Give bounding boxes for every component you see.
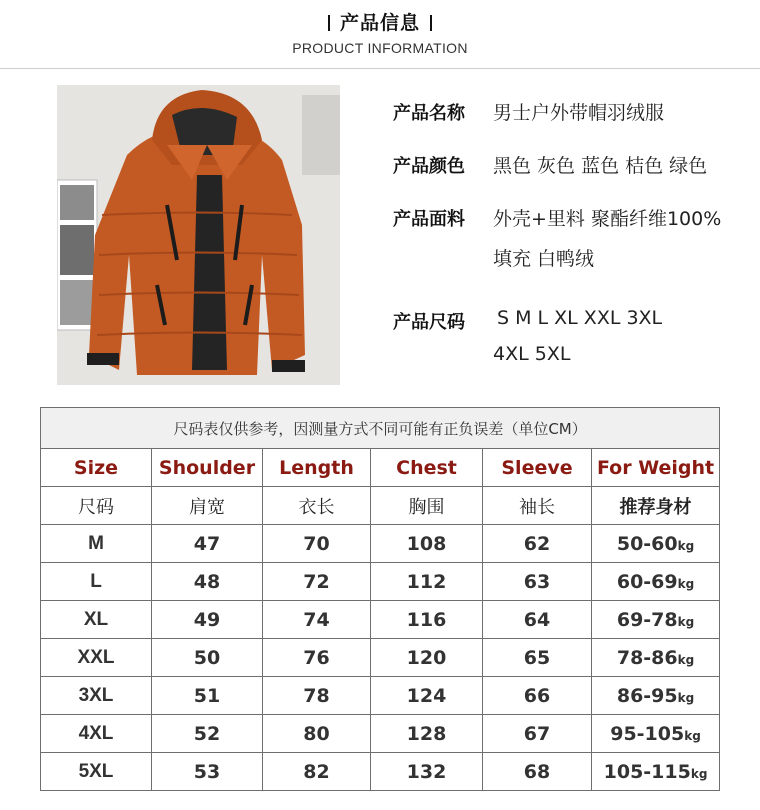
cell-size: XXL <box>41 639 152 677</box>
table-row <box>41 563 720 601</box>
cell-sleeve: 66 <box>483 677 592 715</box>
cell-size: 3XL <box>41 677 152 715</box>
cell-weight <box>592 563 720 601</box>
weight-unit: kg <box>677 652 695 667</box>
weight-range: 78-86 <box>616 646 678 669</box>
cell-weight <box>592 715 720 753</box>
product-name-value: 男士户外带帽羽绒服 <box>493 102 665 124</box>
cell-length: 82 <box>263 753 371 791</box>
cell-shoulder: 50 <box>152 639 263 677</box>
cell-length: 80 <box>263 715 371 753</box>
cell-size: 4XL <box>41 715 152 753</box>
cell-size: L <box>41 563 152 601</box>
table-row <box>41 715 720 753</box>
cell-shoulder: 53 <box>152 753 263 791</box>
weight-range: 60-69 <box>616 570 678 593</box>
cell-shoulder: 52 <box>152 715 263 753</box>
cell-length: 70 <box>263 525 371 563</box>
title-left-bar <box>328 15 330 31</box>
cell-chest: 128 <box>371 715 483 753</box>
header-chest-en: Chest <box>371 449 483 487</box>
cell-chest: 120 <box>371 639 483 677</box>
title-right-bar <box>430 15 432 31</box>
header-chest-cn: 胸围 <box>371 487 483 525</box>
weight-range: 69-78 <box>616 608 678 631</box>
product-name-label: 产品名称 <box>393 103 465 124</box>
size-table <box>40 407 720 791</box>
cell-shoulder: 51 <box>152 677 263 715</box>
section-title <box>0 8 760 35</box>
cell-size: XL <box>41 601 152 639</box>
product-material-label: 产品面料 <box>393 209 465 230</box>
header-sleeve-en: Sleeve <box>483 449 592 487</box>
cell-chest: 108 <box>371 525 483 563</box>
weight-range: 50-60 <box>616 532 678 555</box>
cell-sleeve: 68 <box>483 753 592 791</box>
table-row <box>41 601 720 639</box>
product-size-label: 产品尺码 <box>393 312 465 333</box>
section-subtitle: PRODUCT INFORMATION <box>292 40 468 56</box>
cell-length: 74 <box>263 601 371 639</box>
cell-size: M <box>41 525 152 563</box>
jacket-illustration <box>57 85 340 385</box>
table-note-row <box>41 408 720 449</box>
table-header-en <box>41 449 720 487</box>
product-color-label: 产品颜色 <box>393 156 465 177</box>
cell-weight <box>592 525 720 563</box>
weight-unit: kg <box>677 576 695 591</box>
table-header-cn <box>41 487 720 525</box>
product-color-value: 黑色 灰色 蓝色 桔色 绿色 <box>493 155 708 177</box>
header-length-en: Length <box>263 449 371 487</box>
weight-range: 105-115 <box>603 760 691 783</box>
header-sleeve-cn: 袖长 <box>483 487 592 525</box>
weight-unit: kg <box>684 728 701 743</box>
section-title-text: 产品信息 <box>339 12 420 34</box>
cell-chest: 132 <box>371 753 483 791</box>
header-size-en: Size <box>41 449 152 487</box>
cell-weight <box>592 639 720 677</box>
header-weight-cn: 推荐身材 <box>592 487 720 525</box>
header-shoulder-en: Shoulder <box>152 449 263 487</box>
cell-length: 72 <box>263 563 371 601</box>
product-size-value-1: S M L XL XXL 3XL <box>497 307 663 329</box>
weight-range: 95-105 <box>610 722 685 745</box>
cell-shoulder: 48 <box>152 563 263 601</box>
table-row <box>41 753 720 791</box>
cell-weight <box>592 753 720 791</box>
header-weight-en: For Weight <box>592 449 720 487</box>
cell-shoulder: 49 <box>152 601 263 639</box>
cell-sleeve: 65 <box>483 639 592 677</box>
weight-range: 86-95 <box>616 684 678 707</box>
cell-chest: 112 <box>371 563 483 601</box>
cell-length: 78 <box>263 677 371 715</box>
cell-weight <box>592 677 720 715</box>
cell-sleeve: 63 <box>483 563 592 601</box>
table-row <box>41 677 720 715</box>
cell-shoulder: 47 <box>152 525 263 563</box>
cell-length: 76 <box>263 639 371 677</box>
header-size-cn: 尺码 <box>41 487 152 525</box>
cell-sleeve: 64 <box>483 601 592 639</box>
cell-size: 5XL <box>41 753 152 791</box>
header-shoulder-cn: 肩宽 <box>152 487 263 525</box>
cell-chest: 124 <box>371 677 483 715</box>
table-note: 尺码表仅供参考，因测量方式不同可能有正负误差（单位CM） <box>41 408 720 449</box>
cell-weight <box>592 601 720 639</box>
cell-sleeve: 62 <box>483 525 592 563</box>
product-size-value-2: 4XL 5XL <box>493 343 571 365</box>
table-row <box>41 639 720 677</box>
weight-unit: kg <box>677 690 695 705</box>
product-photo <box>57 85 340 385</box>
product-material-value-2: 填充 白鸭绒 <box>493 248 595 270</box>
weight-unit: kg <box>677 614 695 629</box>
cell-chest: 116 <box>371 601 483 639</box>
header-divider <box>0 68 760 69</box>
header-length-cn: 衣长 <box>263 487 371 525</box>
cell-sleeve: 67 <box>483 715 592 753</box>
weight-unit: kg <box>677 538 695 553</box>
table-row <box>41 525 720 563</box>
weight-unit: kg <box>690 766 708 781</box>
product-material-value-1: 外壳+里料 聚酯纤维100% <box>493 208 722 230</box>
